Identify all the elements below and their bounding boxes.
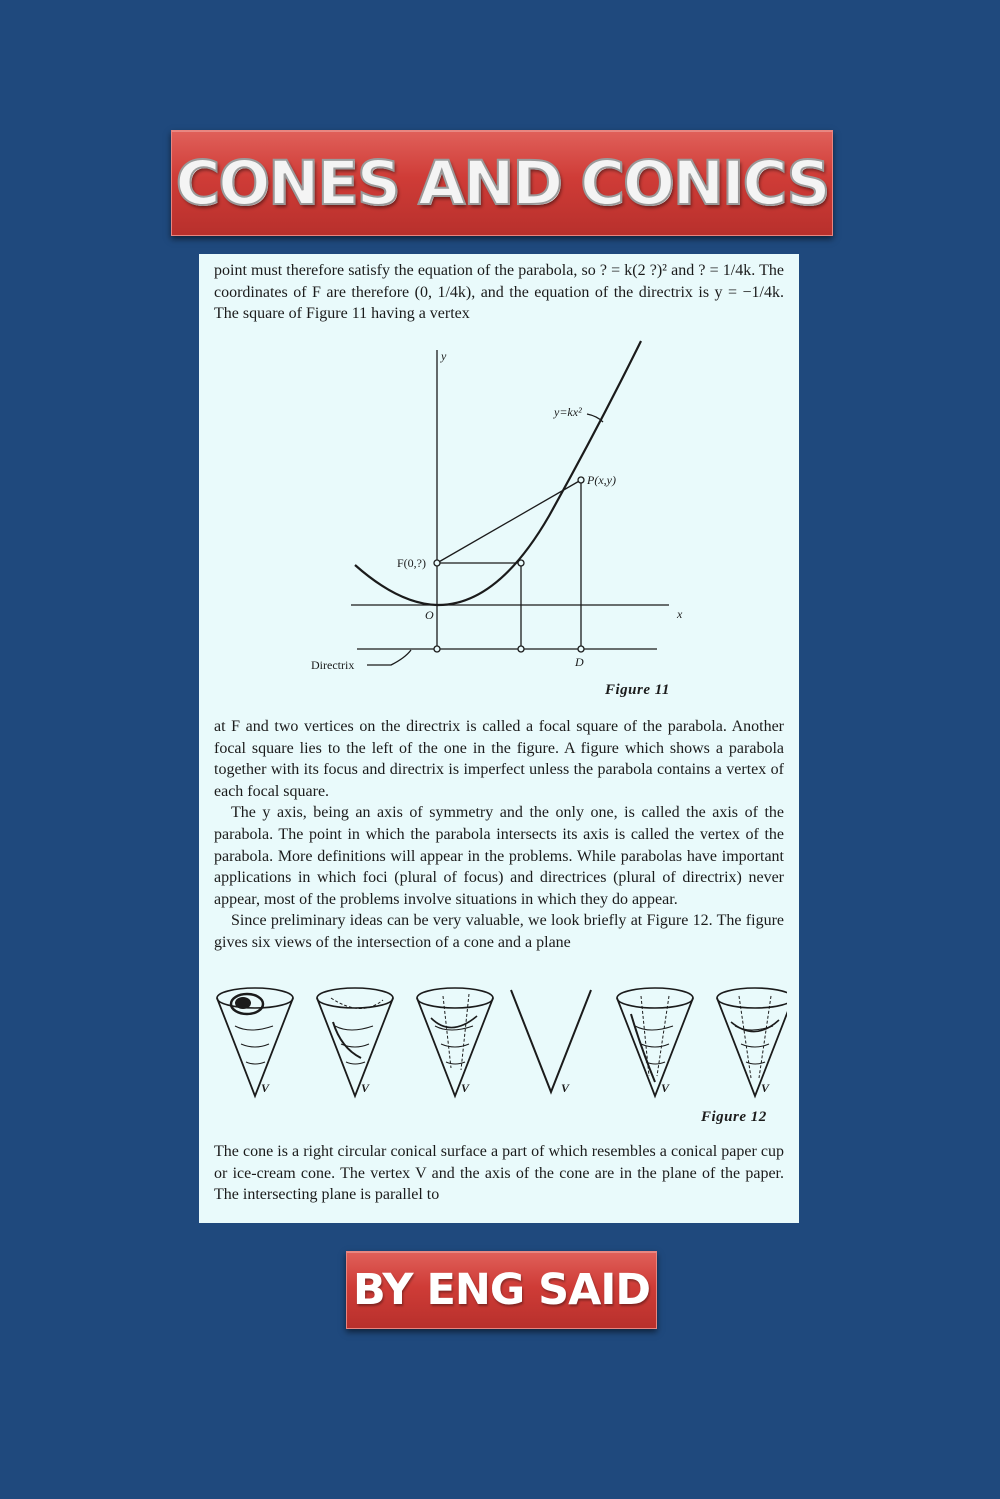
x-axis-label: x	[677, 607, 683, 621]
cone-vertex-label-4: V	[561, 1081, 570, 1095]
directrix-label: Directrix	[311, 658, 355, 672]
title-banner	[171, 130, 833, 236]
cone-vertex-label-2: V	[361, 1081, 370, 1095]
author-name: BY ENG SAID	[352, 1265, 651, 1315]
book-title: CONES AND CONICS	[175, 147, 829, 219]
curve-label: y=kx²	[554, 405, 582, 419]
focal-line	[437, 480, 581, 563]
figure-11-caption: Figure 11	[605, 682, 670, 698]
origin-label: O	[425, 608, 434, 622]
cone-vertex-label-1: V	[261, 1081, 270, 1095]
figure-11-parabola	[299, 336, 699, 706]
author-banner	[346, 1251, 657, 1329]
cone-vertex-label-5: V	[661, 1081, 670, 1095]
paragraph-middle	[214, 716, 784, 954]
cone-vertex-label-6: V	[761, 1081, 770, 1095]
y-axis-label: y	[441, 349, 447, 363]
focus-point	[434, 560, 440, 566]
paragraph-figure12-intro: Since preliminary ideas can be very valuable, we look briefly at Figure 12. The figure gives six views of the intersection of a cone and a plane	[214, 912, 784, 951]
cone-vertex-label-3: V	[461, 1081, 470, 1095]
point-d-label: D	[575, 655, 584, 669]
p-point	[578, 477, 584, 483]
paragraph-axis: The y axis, being an axis of symmetry and the only one, is called the axis of the parabola. The point in which the parabola intersects its axis is called the vertex of the parabola. More definitions will appear in the problems. While parabolas have important applications in which foci (plural of focus) and directrices (plural of directrix) never appear, most of the problems involve situations in which they do appear.	[214, 804, 784, 908]
paragraph-focal-square: at F and two vertices on the directrix is called a focal square of the parabola. Another focal square lies to the left of the one in the figure. A figure which shows a parabola together with its focus and directrix is imperfect unless the parabola contains a vertex of each focal square.	[214, 718, 784, 800]
two-lines-section	[511, 990, 591, 1092]
paragraph-top: point must therefore satisfy the equation of the parabola, so ? = k(2 ?)² and ? = 1/4k. The coordinates of F are therefore (0, 1/4k), and the equation of the directrix is y = −1/4k. The square of Figure 11 having a vertex	[214, 262, 784, 323]
figure-12-caption: Figure 12	[701, 1109, 767, 1125]
point-p-label: P(x,y)	[587, 473, 616, 487]
paragraph-bottom: The cone is a right circular conical surface a part of which resembles a conical paper cup or ice-cream cone. The vertex V and the axis of the cone are in the plane of the paper. The intersecting plane is parallel to	[214, 1143, 784, 1204]
focus-label: F(0,?)	[397, 556, 426, 570]
book-page-excerpt	[199, 254, 799, 1223]
